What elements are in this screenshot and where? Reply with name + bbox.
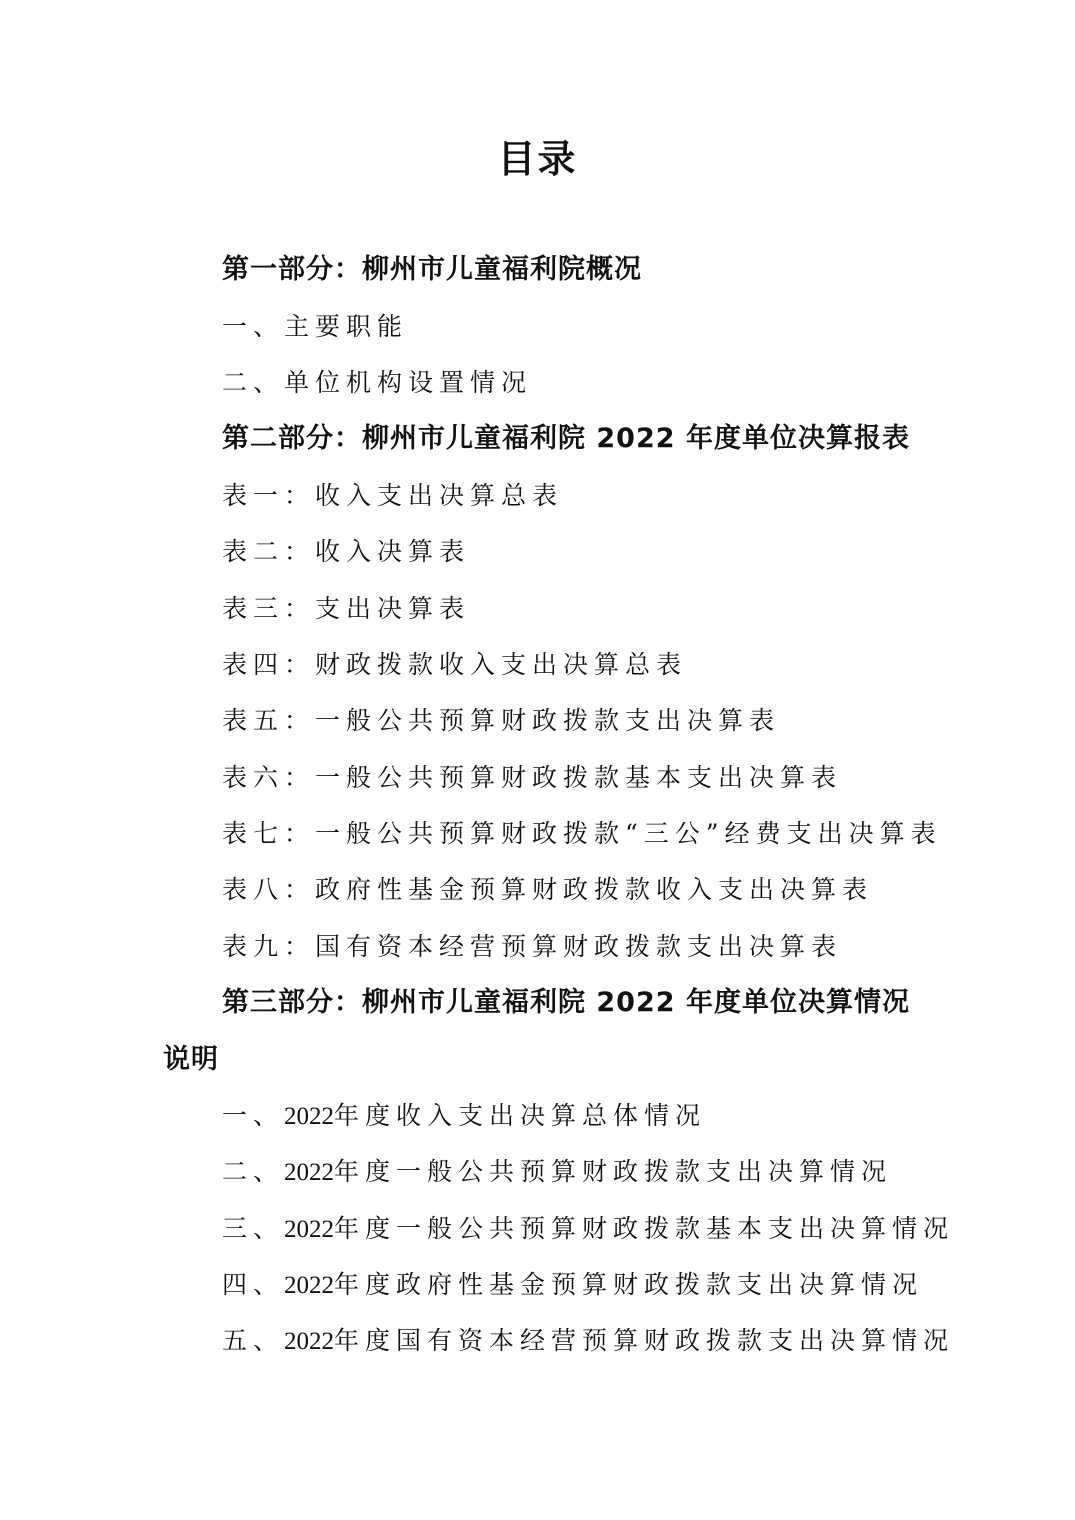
part2-table-7: 表七：一般公共预算财政拨款“三公”经费支出决算表 — [222, 819, 942, 848]
part3-item-1: 一、2022年度收入支出决算总体情况 — [222, 1101, 707, 1130]
part3-item-5: 五、2022年度国有资本经营预算财政拨款支出决算情况 — [222, 1326, 955, 1355]
part3-item-2: 二、2022年度一般公共预算财政拨款支出决算情况 — [222, 1157, 893, 1186]
part2-table-6: 表六：一般公共预算财政拨款基本支出决算表 — [222, 763, 843, 792]
part2-table-4: 表四：财政拨款收入支出决算总表 — [222, 650, 688, 679]
part3-heading-continued: 说明 — [163, 1044, 219, 1075]
part3-item-3: 三、2022年度一般公共预算财政拨款基本支出决算情况 — [222, 1214, 955, 1243]
part3-heading: 第三部分：柳州市儿童福利院 2022 年度单位决算情况 — [222, 987, 910, 1018]
part2-table-3: 表三：支出决算表 — [222, 594, 471, 623]
part2-table-8: 表八：政府性基金预算财政拨款收入支出决算表 — [222, 875, 874, 904]
part1-item-1: 一、主要职能 — [222, 312, 409, 341]
part2-heading: 第二部分：柳州市儿童福利院 2022 年度单位决算报表 — [222, 423, 910, 454]
part2-table-2: 表二：收入决算表 — [222, 537, 471, 566]
part3-item-4: 四、2022年度政府性基金预算财政拨款支出决算情况 — [222, 1270, 924, 1299]
part2-table-9: 表九：国有资本经营预算财政拨款支出决算表 — [222, 932, 843, 961]
part2-table-1: 表一：收入支出决算总表 — [222, 481, 564, 510]
part2-table-5: 表五：一般公共预算财政拨款支出决算表 — [222, 706, 781, 735]
page-title: 目录 — [497, 137, 578, 181]
part1-item-2: 二、单位机构设置情况 — [222, 368, 533, 397]
part1-heading: 第一部分：柳州市儿童福利院概况 — [222, 254, 642, 285]
